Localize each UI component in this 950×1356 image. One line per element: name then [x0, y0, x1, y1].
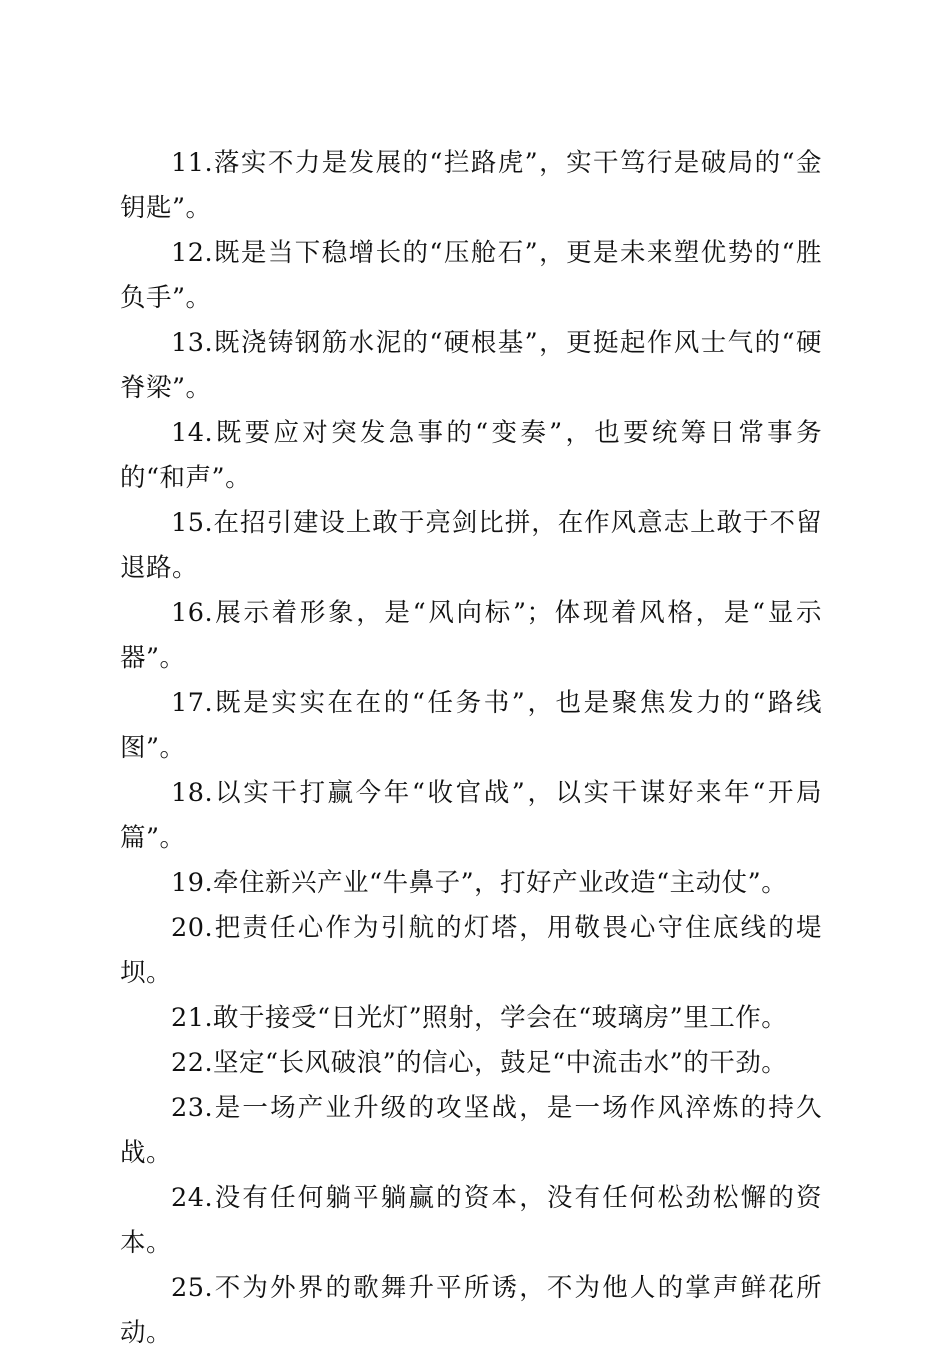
- list-item: 16.展示着形象，是“风向标”；体现着风格，是“显示器”。: [120, 598, 822, 673]
- list-item: 11.落实不力是发展的“拦路虎”，实干笃行是破局的“金钥匙”。: [120, 148, 822, 223]
- list-item: 21.敢于接受“日光灯”照射，学会在“玻璃房”里工作。: [171, 1003, 788, 1033]
- list-item: 24.没有任何躺平躺赢的资本，没有任何松劲松懈的资本。: [120, 1183, 822, 1258]
- list-item: 17.既是实实在在的“任务书”，也是聚焦发力的“路线图”。: [120, 688, 822, 763]
- list-item: 22.坚定“长风破浪”的信心，鼓足“中流击水”的干劲。: [171, 1048, 788, 1078]
- list-item: 23.是一场产业升级的攻坚战，是一场作风淬炼的持久战。: [120, 1093, 822, 1168]
- document-page: [120, 141, 822, 1356]
- list-item: 15.在招引建设上敢于亮剑比拼，在作风意志上敢于不留退路。: [120, 508, 822, 583]
- list-item: 18.以实干打赢今年“收官战”，以实干谋好来年“开局篇”。: [120, 778, 822, 853]
- list-item: 14.既要应对突发急事的“变奏”，也要统筹日常事务的“和声”。: [120, 418, 822, 493]
- list-item: 20.把责任心作为引航的灯塔，用敬畏心守住底线的堤坝。: [120, 913, 822, 988]
- list-item: 25.不为外界的歌舞升平所诱，不为他人的掌声鲜花所动。: [120, 1273, 822, 1348]
- list-item: 19.牵住新兴产业“牛鼻子”，打好产业改造“主动仗”。: [171, 868, 788, 898]
- list-item: 12.既是当下稳增长的“压舱石”，更是未来塑优势的“胜负手”。: [120, 238, 822, 313]
- list-item: 13.既浇铸钢筋水泥的“硬根基”，更挺起作风士气的“硬脊梁”。: [120, 328, 822, 403]
